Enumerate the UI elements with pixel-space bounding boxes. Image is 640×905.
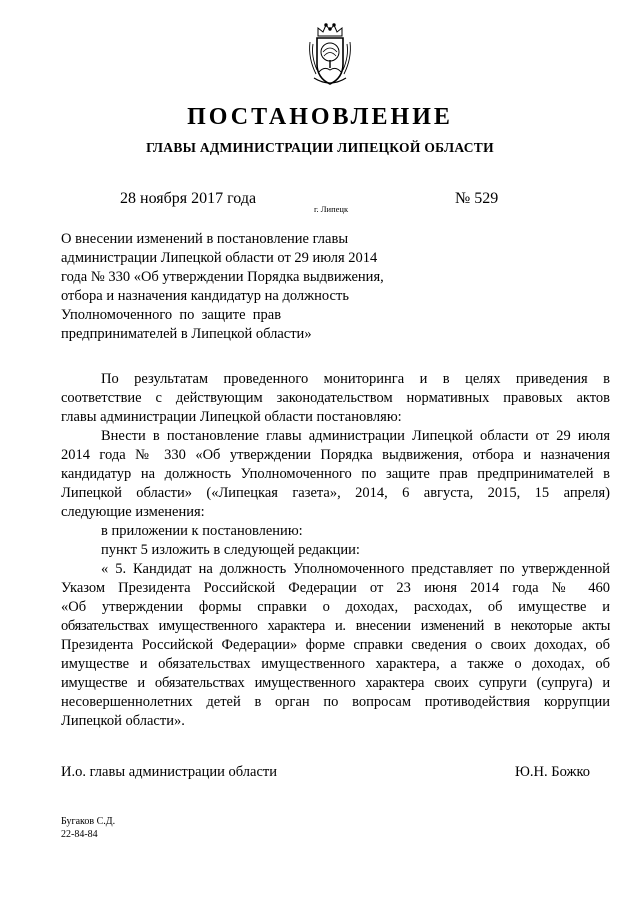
signatory-name: Ю.Н. Божко — [515, 764, 591, 780]
document-title: ПОСТАНОВЛЕНИЕ — [187, 104, 453, 130]
body-line: главы администрации Липецкой области постановляю: — [61, 409, 402, 425]
document-city: г. Липецк — [314, 204, 349, 214]
body-line: следующие изменения: — [61, 504, 205, 520]
body-line: Внести в постановление главы администрации Липецкой области от 29 июля — [101, 428, 610, 444]
body-line: несовершеннолетних детей в орган по вопросам противодействия коррупции — [61, 694, 610, 710]
subject-line: администрации Липецкой области от 29 июля 2014 — [61, 250, 378, 266]
subject-line: отбора и назначения кандидатур на должность — [61, 288, 349, 304]
body-line: имуществе и обязательствах имущественного характера, а также о доходах, об — [61, 656, 610, 672]
executor-name: Бугаков С.Д. — [61, 816, 116, 827]
document-date: 28 ноября 2017 года — [120, 190, 257, 207]
signatory-position: И.о. главы администрации области — [61, 764, 277, 780]
body-line: в приложении к постановлению: — [101, 523, 303, 539]
body-line: кандидатур на должность Уполномоченного по защите прав предпринимателей в — [61, 466, 610, 482]
document-body — [61, 370, 610, 731]
coat-of-arms-icon — [304, 22, 356, 88]
body-line: обязательствах имущественного характера и. внесении изменений в некоторые акты — [61, 618, 610, 634]
body-line: пункт 5 изложить в следующей редакции: — [101, 542, 360, 558]
subject-line: Уполномоченного по защите прав — [61, 307, 282, 323]
subject-line: О внесении изменений в постановление главы — [61, 231, 349, 247]
body-line: «Об утверждении формы справки о доходах, расходах, об имуществе и — [61, 599, 610, 615]
body-line: По результатам проведенного мониторинга и в целях приведения в — [101, 371, 610, 387]
body-line: Липецкой области». — [61, 713, 185, 729]
body-line: имуществе и обязательствах имущественного характера своих супруги (супруга) и — [61, 675, 610, 691]
body-line: Президента Российской Федерации» форме справки сведения о своих доходах, об — [61, 637, 610, 653]
body-line: Указом Президента Российской Федерации от 23 июня 2014 года № 460 — [61, 580, 610, 596]
body-line: « 5. Кандидат на должность Уполномоченного представляет по утвержденной — [101, 561, 610, 577]
body-line: соответствие с действующим законодательством нормативных правовых актов — [61, 390, 610, 406]
body-line: 2014 года № 330 «Об утверждении Порядка выдвижения, отбора и назначения — [61, 447, 610, 463]
subject-line: года № 330 «Об утверждении Порядка выдвижения, — [61, 269, 384, 285]
document-number: № 529 — [455, 190, 499, 207]
body-line: Липецкой области» («Липецкая газета», 2014, 6 августа, 2015, 15 апреля) — [61, 485, 610, 501]
executor-phone: 22-84-84 — [61, 829, 98, 840]
document-subject — [61, 230, 401, 344]
subject-line: предпринимателей в Липецкой области» — [61, 326, 312, 342]
document-subtitle: ГЛАВЫ АДМИНИСТРАЦИИ ЛИПЕЦКОЙ ОБЛАСТИ — [146, 140, 494, 155]
